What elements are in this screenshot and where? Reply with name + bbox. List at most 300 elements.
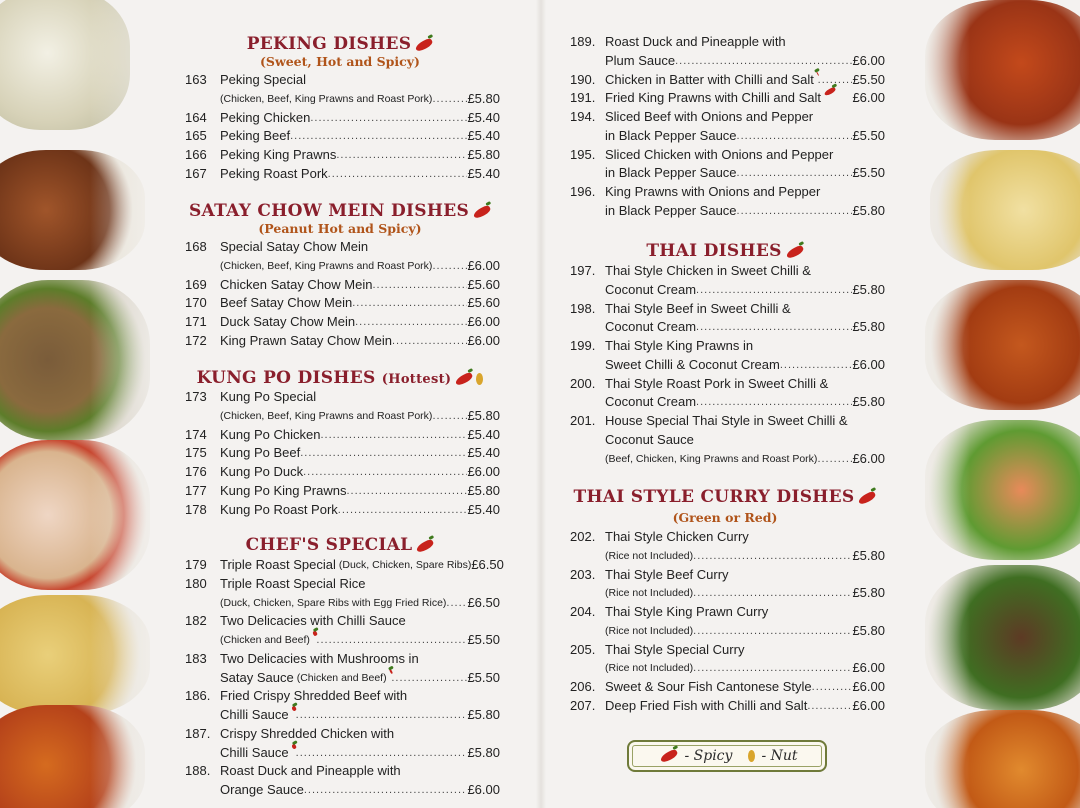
item-number: 177: [185, 482, 207, 498]
item-number: 205.: [570, 641, 596, 657]
item-price: £5.40: [467, 128, 500, 144]
item-name: Chicken Satay Chow Mein: [220, 276, 373, 292]
section-title: [180, 34, 500, 54]
item-number: [565, 547, 605, 565]
item-name: Thai Style Beef in Sweet Chilli &: [605, 300, 791, 316]
section-title-text: THAI STYLE CURRY DISHES: [573, 487, 855, 507]
item-price: £6.00: [467, 782, 500, 797]
menu-item-line: [180, 332, 500, 350]
menu-item-line: [565, 393, 885, 411]
item-number: 168: [185, 239, 207, 254]
item-name: King Prawn Satay Chow Mein: [220, 332, 392, 348]
item-name: Kung Po Beef: [220, 445, 301, 461]
menu-item-line: [180, 146, 500, 164]
dot-leader: [391, 669, 467, 687]
item-number: 190.: [570, 71, 596, 87]
menu-item-line: [180, 556, 504, 574]
dot-leader: [372, 276, 467, 294]
item-number: 199.: [570, 338, 596, 353]
item-name: King Prawns with Onions and Pepper: [605, 184, 821, 199]
item-name: Kung Po Roast Pork: [220, 501, 338, 517]
menu-item-line: [565, 356, 885, 374]
item-number: 195.: [570, 146, 596, 162]
item-price: £6.50: [471, 557, 504, 572]
menu-item-line: [180, 127, 500, 145]
menu-item-line: [565, 318, 885, 336]
menu-item-line: [180, 687, 500, 705]
item-number: [565, 281, 605, 299]
section-title: [180, 368, 500, 388]
item-number: 164: [185, 109, 207, 125]
item-price: £5.80: [467, 707, 500, 722]
section-subtitle: (Green or Red): [672, 510, 778, 525]
item-price: £6.00: [852, 52, 885, 68]
item-price: £5.60: [467, 295, 500, 311]
item-price: £5.40: [467, 165, 500, 181]
item-price: £6.00: [852, 660, 885, 676]
item-number: 200.: [570, 375, 596, 391]
item-name: (Rice not Included): [605, 624, 694, 637]
item-name: Peking Chicken: [220, 109, 311, 125]
menu-item-line: [565, 127, 885, 145]
dot-leader: [296, 744, 468, 762]
dot-leader: [817, 450, 852, 468]
dot-leader: [432, 407, 467, 425]
dot-leader: [336, 146, 467, 164]
menu-item-line: [565, 183, 885, 201]
item-number: 169: [185, 276, 207, 292]
item-name: Chilli Sauce: [220, 744, 289, 760]
item-number: [180, 631, 220, 649]
item-name: in Black Pepper Sauce: [605, 202, 737, 218]
item-price: £5.80: [852, 281, 885, 297]
menu-item-line: [565, 450, 885, 468]
item-number: [565, 622, 605, 640]
item-number: [565, 202, 605, 220]
item-price: £6.00: [467, 314, 500, 329]
item-number: 202.: [570, 529, 596, 544]
item-name: Kung Po Chicken: [220, 426, 321, 442]
menu-item-line: [565, 659, 885, 677]
item-price: £6.00: [467, 257, 500, 273]
dot-leader: [316, 631, 467, 649]
item-name: (Rice not Included): [605, 549, 694, 562]
menu-item-line: [180, 501, 500, 519]
dot-leader: [346, 482, 467, 500]
item-price: £6.00: [467, 332, 500, 348]
item-name: Two Delicacies with Chilli Sauce: [220, 613, 406, 629]
chili-icon: [416, 538, 436, 554]
item-name: (Chicken, Beef, King Prawns and Roast Pork): [220, 259, 433, 272]
menu-item-line: [180, 257, 500, 275]
menu-item-line: [565, 603, 885, 621]
item-name: Chicken in Batter with Chilli and Salt: [605, 71, 814, 87]
item-number: [180, 594, 220, 612]
dot-leader: [780, 356, 853, 374]
dot-leader: [807, 697, 852, 715]
item-price: £6.00: [852, 356, 885, 372]
item-name: Orange Sauce: [220, 782, 304, 797]
item-name: Chilli Sauce: [220, 707, 289, 722]
item-name: Sliced Chicken with Onions and Pepper: [605, 146, 834, 162]
menu-item-line: [180, 313, 500, 331]
menu-item-line: [180, 725, 500, 743]
item-name: Coconut Cream: [605, 281, 697, 297]
item-name: Crispy Shredded Chicken with: [220, 725, 395, 741]
item-name: Two Delicacies with Mushrooms in: [220, 650, 419, 666]
item-number: 198.: [570, 300, 596, 316]
item-name: Thai Style King Prawn Curry: [605, 604, 769, 619]
item-number: 176: [185, 464, 207, 479]
item-number: [565, 450, 605, 468]
item-number: 201.: [570, 413, 596, 428]
menu-item-line: [180, 463, 500, 481]
item-name: Coconut Sauce: [605, 431, 694, 447]
item-price: £6.00: [852, 697, 885, 713]
menu-item-line: [565, 412, 885, 430]
item-name: Peking Roast Pork: [220, 165, 328, 181]
dot-leader: [304, 781, 468, 799]
legend-nut-label: - Nut: [761, 748, 798, 764]
dot-leader: [737, 127, 853, 145]
menu-item-line: [565, 300, 885, 318]
menu-item-line: [565, 89, 885, 107]
section-title: [565, 241, 885, 261]
item-name: (Beef, Chicken, King Prawns and Roast Pork): [605, 452, 818, 465]
item-note: (Chicken and Beef): [296, 671, 387, 684]
item-name: Triple Roast Special Rice: [220, 575, 366, 591]
item-price: £6.00: [852, 679, 885, 694]
menu-item-line: [565, 678, 885, 696]
item-number: [180, 407, 220, 425]
menu-item-line: [180, 238, 500, 256]
menu-item-line: [180, 388, 500, 406]
item-name: Thai Style Chicken in Sweet Chilli &: [605, 263, 811, 278]
item-number: [565, 431, 605, 449]
menu-item-line: [180, 631, 500, 649]
dot-leader: [696, 393, 852, 411]
item-number: [180, 781, 220, 799]
menu-item-line: [180, 90, 500, 108]
item-name: Peking Special: [220, 72, 306, 87]
section-subtitle: (Peanut Hot and Spicy): [258, 221, 422, 236]
item-name: Peking Beef: [220, 128, 291, 144]
menu-item-line: [180, 650, 500, 668]
item-name: Plum Sauce: [605, 52, 676, 68]
item-name: Duck Satay Chow Mein: [220, 314, 356, 329]
dot-leader: [303, 463, 467, 481]
chili-icon: [291, 743, 297, 749]
item-number: [565, 393, 605, 411]
item-price: £5.80: [852, 319, 885, 335]
chili-icon: [660, 748, 680, 764]
item-name: House Special Thai Style in Sweet Chilli &: [605, 413, 848, 428]
item-number: [565, 356, 605, 374]
item-name: Thai Style Special Curry: [605, 641, 745, 657]
item-name: (Duck, Chicken, Spare Ribs with Egg Fried Rice): [220, 596, 447, 609]
menu-item-line: [565, 547, 885, 565]
dot-leader: [296, 706, 468, 724]
dot-leader: [737, 202, 853, 220]
item-price: £5.80: [467, 407, 500, 423]
section-title: [180, 201, 500, 221]
spacer: [836, 89, 852, 107]
item-name: Fried Crispy Shredded Beef with: [220, 688, 408, 704]
dot-leader: [352, 294, 467, 312]
item-number: [565, 52, 605, 70]
item-name: Thai Style Roast Pork in Sweet Chilli &: [605, 375, 829, 391]
dot-leader: [432, 90, 467, 108]
dot-leader: [320, 426, 467, 444]
item-number: [565, 318, 605, 336]
item-name: (Chicken, Beef, King Prawns and Roast Pork): [220, 92, 433, 105]
item-price: £5.80: [467, 90, 500, 106]
page-fold: [536, 0, 546, 808]
item-price: £5.80: [467, 147, 500, 162]
menu-item-line: [180, 594, 500, 612]
section-title-text: CHEF'S SPECIAL: [245, 535, 413, 555]
menu-item-line: [180, 71, 500, 89]
menu-item-line: [180, 109, 500, 127]
item-name: Roast Duck and Pineapple with: [220, 763, 401, 779]
item-name: Coconut Cream: [605, 319, 697, 335]
item-price: £5.80: [467, 482, 500, 498]
item-number: 187.: [185, 725, 211, 741]
dot-leader: [290, 127, 467, 145]
item-price: £5.50: [852, 127, 885, 143]
dot-leader: [432, 257, 467, 275]
item-price: £5.80: [852, 394, 885, 410]
legend-box: [627, 740, 827, 772]
item-price: £5.80: [852, 585, 885, 601]
menu-item-line: [565, 164, 885, 182]
menu-item-line: [565, 337, 885, 355]
item-name: in Black Pepper Sauce: [605, 127, 737, 143]
menu-item-line: [565, 528, 885, 546]
dot-leader: [696, 281, 852, 299]
item-number: [565, 164, 605, 182]
item-number: 180: [185, 575, 207, 591]
menu-item-line: [565, 431, 885, 449]
item-number: 191.: [570, 90, 596, 106]
item-number: 203.: [570, 566, 596, 582]
item-number: 204.: [570, 604, 596, 619]
item-number: 197.: [570, 263, 596, 278]
item-price: £5.50: [467, 669, 500, 685]
item-number: 188.: [185, 763, 211, 779]
item-name: Triple Roast Special: [220, 557, 336, 572]
dot-leader: [696, 318, 852, 336]
dot-leader: [675, 52, 852, 70]
item-number: [180, 257, 220, 275]
menu-item-line: [180, 612, 500, 630]
item-price: £5.50: [852, 165, 885, 181]
menu-item-line: [565, 584, 885, 602]
dot-leader: [300, 444, 467, 462]
item-price: £5.80: [852, 622, 885, 638]
item-number: 182: [185, 613, 207, 629]
item-name: Roast Duck and Pineapple with: [605, 34, 786, 49]
item-name: Coconut Cream: [605, 394, 697, 410]
menu-item-line: [565, 641, 885, 659]
section-title-text: SATAY CHOW MEIN DISHES: [188, 201, 470, 221]
legend-spicy-label: - Spicy: [684, 748, 733, 764]
menu-item-line: [180, 444, 500, 462]
item-price: £6.00: [852, 90, 885, 106]
section-title: [565, 487, 885, 507]
menu-item-line: [180, 706, 500, 724]
chili-icon: [785, 244, 805, 260]
menu-item-line: [565, 146, 885, 164]
menu-item-line: [565, 622, 885, 640]
section-title-text: THAI DISHES: [646, 241, 782, 261]
item-number: 174: [185, 426, 207, 442]
item-price: £5.80: [467, 744, 500, 760]
chili-icon: [455, 371, 475, 387]
menu-item-line: [565, 281, 885, 299]
item-number: 166: [185, 147, 207, 162]
item-name: Beef Satay Chow Mein: [220, 295, 353, 311]
item-name: (Chicken, Beef, King Prawns and Roast Pork): [220, 409, 433, 422]
item-name: (Rice not Included): [605, 587, 694, 600]
section-title-text: KUNG PO DISHES: [196, 368, 376, 388]
item-name: Kung Po King Prawns: [220, 482, 347, 498]
item-number: 189.: [570, 34, 596, 49]
item-name: Kung Po Duck: [220, 464, 304, 479]
section-title: [180, 535, 500, 555]
menu-item-line: [565, 71, 885, 89]
item-name: Peking King Prawns: [220, 147, 337, 162]
item-number: [180, 669, 220, 687]
item-price: £6.00: [852, 450, 885, 466]
item-name: Thai Style Chicken Curry: [605, 529, 749, 544]
item-number: 175: [185, 445, 207, 461]
item-name: Thai Style Beef Curry: [605, 566, 729, 582]
item-number: 196.: [570, 184, 596, 199]
item-name: Satay Sauce: [220, 669, 294, 685]
dot-leader: [693, 584, 852, 602]
dot-leader: [693, 622, 852, 640]
item-number: 167: [185, 165, 207, 181]
item-name: Sweet & Sour Fish Cantonese Style: [605, 679, 812, 694]
item-price: £5.50: [852, 71, 885, 87]
item-number: [565, 127, 605, 145]
dot-leader: [338, 501, 468, 519]
item-number: 171: [185, 314, 207, 329]
menu-item-line: [565, 52, 885, 70]
item-number: 172: [185, 332, 207, 348]
menu-item-line: [565, 108, 885, 126]
menu-item-line: [180, 165, 500, 183]
menu-item-line: [180, 744, 500, 762]
chili-icon: [472, 204, 492, 220]
menu-item-line: [565, 202, 885, 220]
item-name: Deep Fried Fish with Chilli and Salt: [605, 697, 808, 713]
left-photo-fade: [90, 0, 170, 808]
menu-item-line: [565, 262, 885, 280]
item-number: [180, 706, 220, 724]
item-number: 207.: [570, 697, 596, 713]
section-title-text: PEKING DISHES: [246, 34, 412, 54]
item-name: Sweet Chilli & Coconut Cream: [605, 356, 780, 372]
dot-leader: [355, 313, 467, 331]
menu-item-line: [180, 781, 500, 799]
item-note: (Duck, Chicken, Spare Ribs): [338, 559, 472, 571]
item-price: £5.80: [852, 202, 885, 218]
chili-icon: [389, 668, 393, 673]
chili-icon: [414, 37, 434, 53]
section-subtitle: (Sweet, Hot and Spicy): [260, 54, 420, 69]
item-price: £5.40: [467, 426, 500, 442]
menu-item-line: [180, 762, 500, 780]
item-price: £5.60: [467, 276, 500, 292]
dot-leader: [812, 678, 853, 696]
item-price: £5.50: [467, 632, 500, 647]
menu-item-line: [565, 566, 885, 584]
right-photo-fade: [900, 0, 970, 808]
nut-icon: [476, 373, 483, 385]
menu-item-line: [180, 276, 500, 294]
item-number: 178: [185, 501, 207, 517]
item-name: in Black Pepper Sauce: [605, 165, 737, 181]
item-number: [180, 744, 220, 762]
item-number: [565, 584, 605, 602]
dot-leader: [693, 547, 852, 565]
item-price: £5.40: [467, 109, 500, 125]
item-number: 173: [185, 389, 207, 404]
dot-leader: [310, 109, 467, 127]
item-name: Sliced Beef with Onions and Pepper: [605, 109, 814, 124]
dot-leader: [392, 332, 467, 350]
item-price: £5.40: [467, 445, 500, 461]
nut-icon: [748, 750, 755, 762]
menu-item-line: [180, 294, 500, 312]
item-number: 194.: [570, 109, 596, 124]
item-price: £5.80: [852, 547, 885, 563]
dot-leader: [693, 659, 852, 677]
item-name: (Chicken and Beef): [220, 634, 310, 646]
item-name: Thai Style King Prawns in: [605, 338, 754, 353]
menu-item-line: [180, 482, 500, 500]
section-title-extra: (Hottest): [381, 372, 452, 387]
item-name: Kung Po Special: [220, 389, 317, 404]
item-number: 206.: [570, 679, 596, 694]
menu-item-line: [565, 697, 885, 715]
item-name: (Rice not Included): [605, 662, 694, 675]
item-number: [180, 90, 220, 108]
menu-item-line: [180, 426, 500, 444]
item-price: £6.50: [467, 594, 500, 610]
menu-item-line: [180, 407, 500, 425]
item-price: £6.00: [467, 464, 500, 479]
item-number: 179: [185, 557, 207, 572]
item-number: 165: [185, 128, 207, 144]
menu-item-line: [565, 33, 885, 51]
dot-leader: [328, 165, 468, 183]
dot-leader: [446, 594, 467, 612]
item-name: Special Satay Chow Mein: [220, 239, 369, 254]
item-number: 170: [185, 295, 207, 311]
item-price: £5.40: [467, 501, 500, 517]
item-number: 163: [185, 72, 207, 87]
menu-item-line: [565, 375, 885, 393]
item-number: [565, 659, 605, 677]
item-number: 186.: [185, 688, 211, 704]
dot-leader: [737, 164, 853, 182]
menu-item-line: [180, 575, 500, 593]
menu-item-line: [180, 669, 500, 687]
chili-icon: [858, 490, 878, 506]
